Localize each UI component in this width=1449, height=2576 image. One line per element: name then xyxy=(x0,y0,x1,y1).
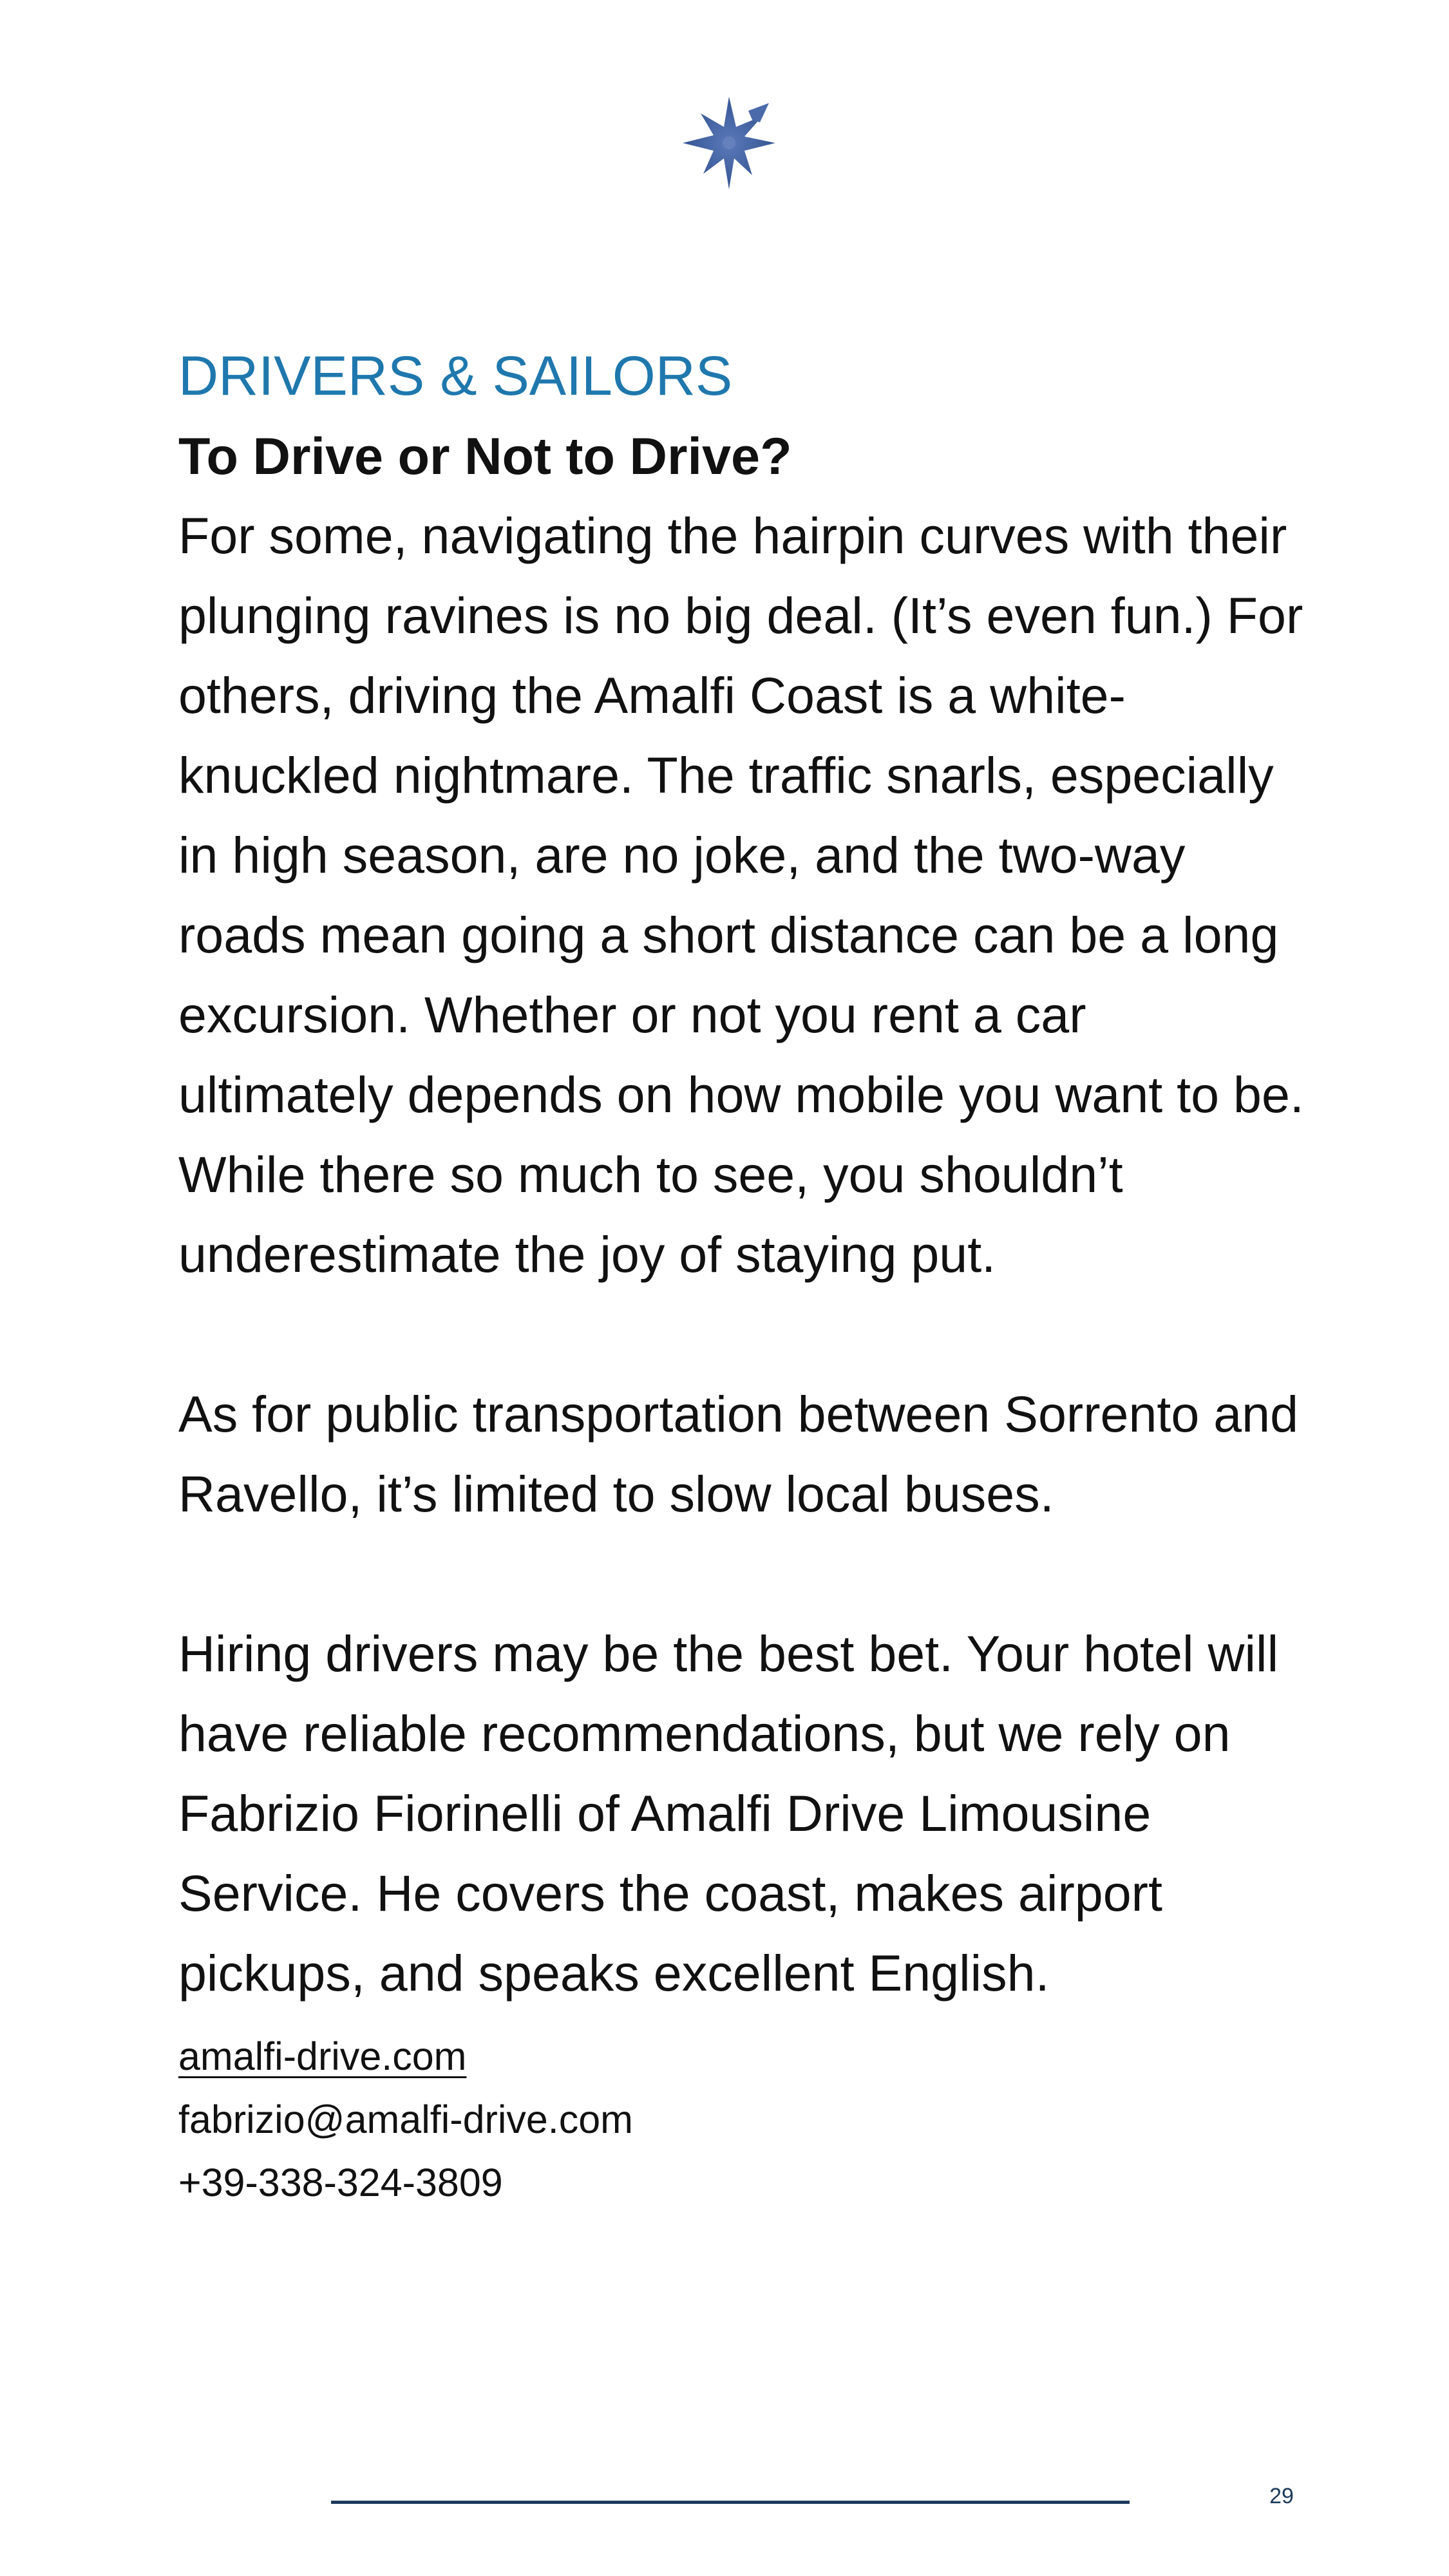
contact-block xyxy=(178,2025,1305,2214)
section-label: DRIVERS & SAILORS xyxy=(178,345,733,407)
article-title: To Drive or Not to Drive? xyxy=(178,428,792,486)
page-number: 29 xyxy=(1269,2484,1294,2508)
article-paragraph: Hiring drivers may be the best bet. Your hotel will have reliable recommendations, but we rely on Fabrizio Fiorinelli of Amalfi Drive Limousine Service. He covers the coast, makes airport pickups, and speaks excellent English. xyxy=(178,1625,1279,2002)
article-paragraph: For some, navigating the hairpin curves with their plunging ravines is no big deal. (It’s even fun.) For others, driving the Amalfi Coast is a white-knuckled nightmare. The traffic snarls, especially in high season, are no joke, and the two-way roads mean going a short distance can be a long excursion. Whether or not you rent a car ultimately depends on how mobile you want to be. While there so much to see, you shouldn’t underestimate the joy of staying put. xyxy=(178,507,1304,1283)
article-content xyxy=(178,341,1305,2214)
article-paragraph: As for public transportation between Sorrento and Ravello, it’s limited to slow local buses. xyxy=(178,1385,1299,1522)
phone-number: +39-338-324-3809 xyxy=(178,2161,503,2204)
email-address: fabrizio@amalfi-drive.com xyxy=(178,2098,633,2141)
website-link[interactable]: amalfi-drive.com xyxy=(178,2034,467,2078)
compass-star-icon xyxy=(677,91,781,194)
footer-rule xyxy=(331,2501,1130,2504)
